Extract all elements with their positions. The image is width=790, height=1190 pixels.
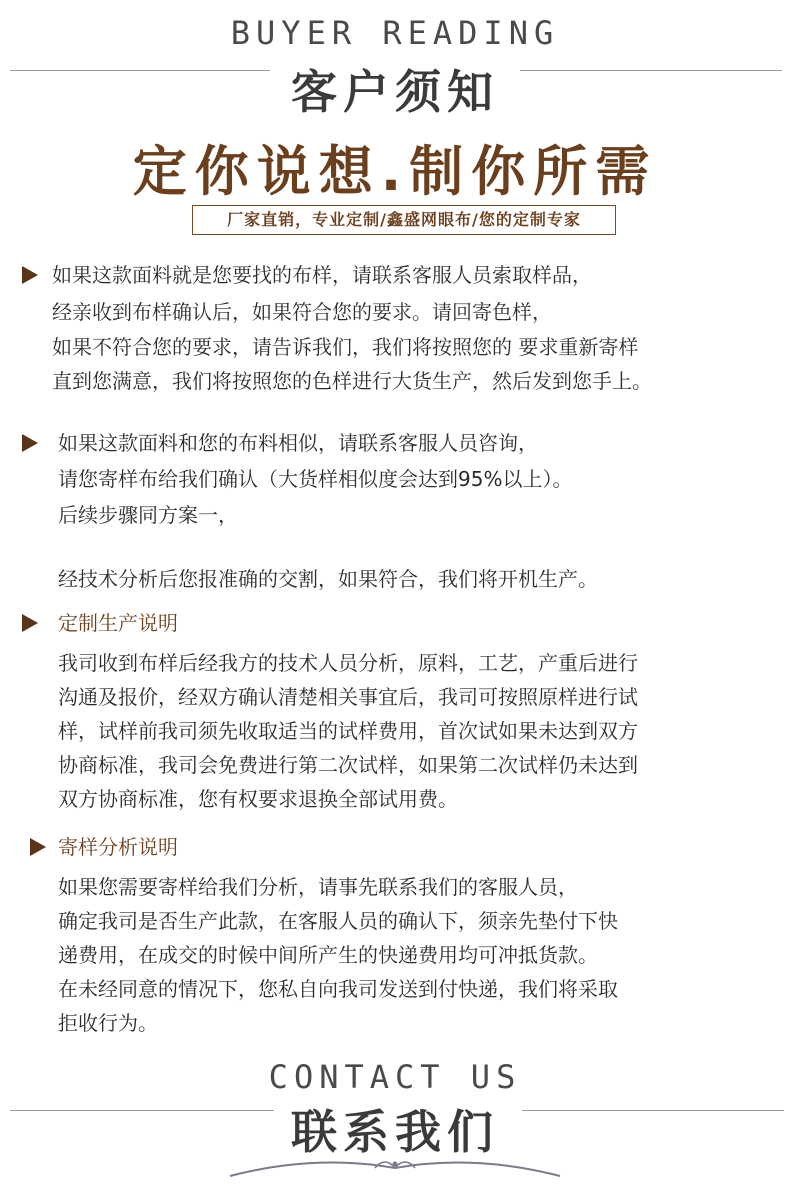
section3-line: 双方协商标准，您有权要求退换全部试用费。 — [58, 787, 458, 811]
arrow-right-icon — [22, 266, 38, 284]
arrow-right-icon — [30, 838, 46, 856]
section3-line: 沟通及报价，经双方确认清楚相关事宜后，我司可按照原样进行试 — [58, 685, 638, 709]
customer-notice-title: 客户须知 — [291, 65, 499, 119]
section2-line: 请您寄样布给我们确认（大货样相似度会达到95%以上）。 — [58, 467, 573, 491]
slogan: 定你说想.制你所需 — [132, 140, 658, 203]
contact-us-title: CONTACT US — [268, 1058, 522, 1096]
decorative-flourish — [225, 1150, 565, 1180]
section1-line: 直到您满意，我们将按照您的色样进行大货生产，然后发到您手上。 — [52, 369, 652, 393]
section3-line: 样，试样前我司须先收取适当的试样费用，首次试如果未达到双方 — [58, 719, 638, 743]
section4-heading: 寄样分析说明 — [58, 835, 178, 859]
section2-line: 如果这款面料和您的布料相似，请联系客服人员咨询， — [58, 431, 538, 455]
section3-heading: 定制生产说明 — [58, 611, 178, 635]
section2-line: 后续步骤同方案一， — [58, 503, 238, 527]
section4-line: 在未经同意的情况下，您私自向我司发送到付快递，我们将采取 — [58, 977, 618, 1001]
section4-line: 递费用，在成交的时候中间所产生的快递费用均可冲抵货款。 — [58, 943, 598, 967]
section4-line: 拒收行为。 — [58, 1011, 158, 1035]
section3-line: 协商标准，我司会免费进行第二次试样，如果第二次试样仍未达到 — [58, 753, 638, 777]
section1-line: 如果这款面料就是您要找的布样，请联系客服人员索取样品， — [52, 263, 592, 287]
section4-line: 确定我司是否生产此款，在客服人员的确认下，须亲先垫付下快 — [58, 909, 618, 933]
arrow-right-icon — [22, 614, 38, 632]
section1-line: 如果不符合您的要求，请告诉我们，我们将按照您的 要求重新寄样 — [52, 335, 639, 359]
buyer-reading-title: BUYER READING — [230, 14, 560, 52]
section4-line: 如果您需要寄样给我们分析，请事先联系我们的客服人员， — [58, 875, 578, 899]
section3-line: 我司收到布样后经我方的技术人员分析，原料，工艺，产重后进行 — [58, 651, 638, 675]
section2-line: 经技术分析后您报准确的交割，如果符合，我们将开机生产。 — [58, 567, 598, 591]
arrow-right-icon — [22, 434, 38, 452]
tagline-box: 厂家直销，专业定制/鑫盛网眼布/您的定制专家 — [192, 205, 616, 235]
contact-us-cn-title: 联系我们 — [291, 1105, 499, 1159]
section1-line: 经亲收到布样确认后，如果符合您的要求。请回寄色样， — [52, 300, 552, 324]
